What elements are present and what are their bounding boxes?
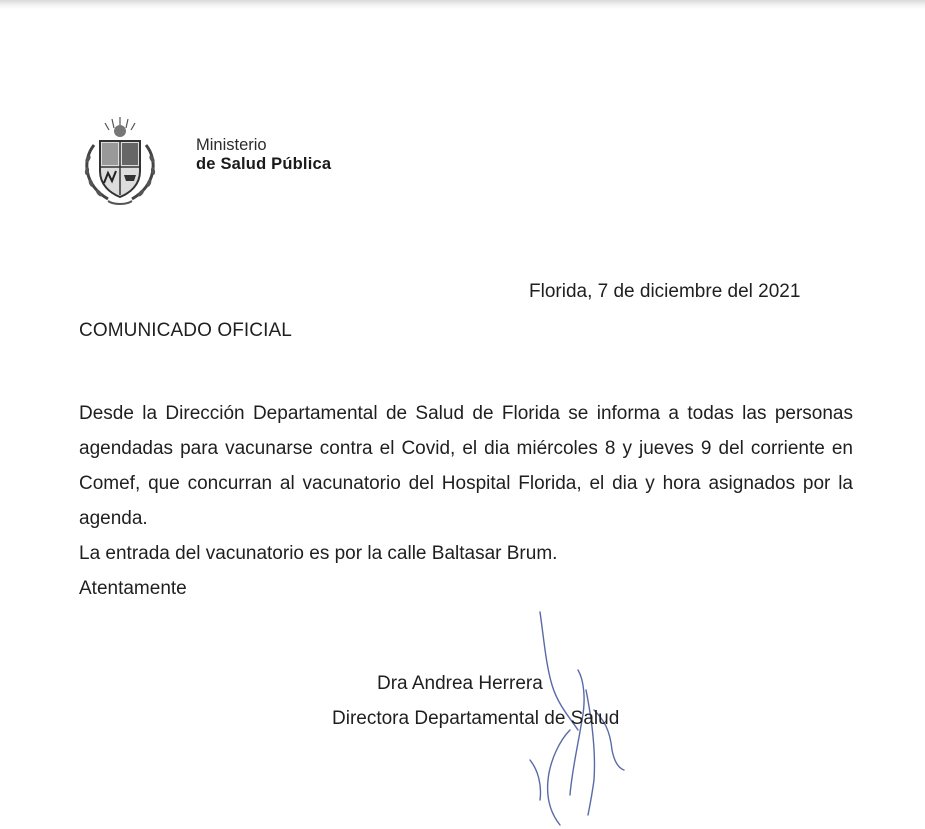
ministry-name bbox=[196, 136, 331, 174]
ministry-name-line1: Ministerio bbox=[196, 136, 267, 154]
ministry-name-line2: de Salud Pública bbox=[196, 155, 332, 173]
entrance-line: La entrada del vacunatorio es por la calle Baltasar Brum. bbox=[79, 543, 558, 564]
body-paragraph: Desde la Dirección Departamental de Salud de Florida se informa a todas las personas agendadas para vacunarse contra el Covid, el dia miércoles 8 y jueves 9 del corriente en Comef, que concurran al vacunatorio del Hospital Florida, el dia y hora asignados por la agenda. bbox=[79, 403, 853, 529]
coat-of-arms-icon bbox=[78, 115, 162, 209]
letter-date: Florida, 7 de diciembre del 2021 bbox=[529, 281, 801, 302]
signer-title: Directora Departamental de Salud bbox=[332, 708, 620, 729]
letterhead bbox=[78, 115, 378, 210]
closing-line: Atentamente bbox=[79, 578, 187, 599]
signer-name: Dra Andrea Herrera bbox=[377, 673, 543, 694]
letter-body bbox=[79, 396, 853, 606]
scan-top-edge bbox=[0, 0, 925, 9]
letter-heading: COMUNICADO OFICIAL bbox=[79, 320, 292, 341]
